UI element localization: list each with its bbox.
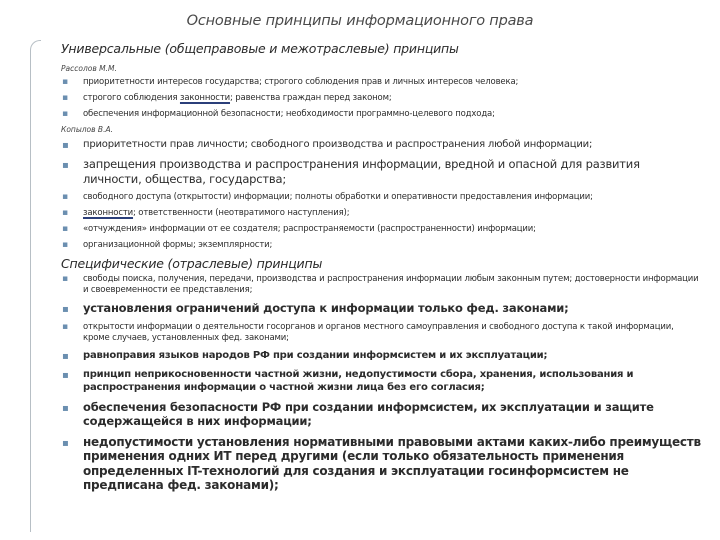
bullet-icon: ▪ <box>62 240 68 250</box>
bullet-icon: ▪ <box>62 369 69 381</box>
bullet-icon: ▪ <box>62 274 68 284</box>
kopylov-list <box>61 138 701 251</box>
bullet-icon: ▪ <box>62 160 69 171</box>
list-item: ▪ свободы поиска, получения, передачи, производства и распространения информации любым законным путем; достоверности информации и своевременности ее представления; <box>62 274 699 295</box>
rassolov-list <box>61 77 701 120</box>
underlined-legality: законности <box>83 208 134 218</box>
bullet-icon: ▪ <box>62 140 69 151</box>
list-item: ▪ приоритетности прав личности; свободного производства и распространения любой информации; <box>62 139 593 151</box>
universal-principles-heading: Универсальные (общеправовые и межотраслевые) принципы <box>61 41 459 56</box>
bullet-icon: ▪ <box>62 350 69 362</box>
bullet-icon: ▪ <box>62 304 69 315</box>
bullet-icon: ▪ <box>62 109 68 119</box>
bullet-icon: ▪ <box>62 208 68 218</box>
underlined-legality: законности <box>179 93 230 103</box>
list-item: ▪ обеспечения информационной безопасности; необходимости программно-целевого подхода; <box>62 109 495 119</box>
bullet-icon: ▪ <box>62 402 69 414</box>
specific-list <box>61 274 701 493</box>
specific-principles-heading: Специфические (отраслевые) принципы <box>61 256 323 271</box>
bullet-icon: ▪ <box>62 93 68 103</box>
bullet-icon: ▪ <box>62 224 68 234</box>
list-item: ▪ запрещения производства и распространения информации, вредной и опасной для развития личности, общества, государства; <box>62 157 640 186</box>
list-item: ▪ приоритетности интересов государства; строгого соблюдения прав и личных интересов человека; <box>62 77 519 87</box>
list-item: ▪ установления ограничений доступа к информации только фед. законами; <box>61 301 701 316</box>
author-rassolov: Рассолов М.М. <box>61 64 117 73</box>
slide-title: Основные принципы информационного права <box>186 13 534 29</box>
bullet-icon: ▪ <box>62 192 68 202</box>
content-frame <box>30 40 702 532</box>
list-item: ▪ равноправия языков народов РФ при создании информсистем и их эксплуатации; <box>62 349 548 362</box>
list-item: ▪ организационной формы; экземплярности; <box>62 240 273 250</box>
content-body <box>61 40 701 498</box>
list-item: ▪ открытости информации о деятельности госорганов и органов местного самоуправления и свободного доступа к такой информации, кроме случаев, установленных фед. законами; <box>62 321 674 343</box>
list-item: ▪ принцип неприкосновенности частной жизни, недопустимости сбора, хранения, использования и распространения информации о частной жизни лица без его согласия; <box>62 368 634 393</box>
list-item: ▪ «отчуждения» информации от ее создателя; распространяемости (распространенности) информации; <box>62 224 536 234</box>
bullet-icon: ▪ <box>62 77 68 87</box>
author-kopylov: Копылов В.А. <box>61 125 113 134</box>
list-item: ▪ законности; ответственности (неотвратимого наступления); <box>62 208 350 218</box>
bullet-icon: ▪ <box>62 321 68 332</box>
list-item: ▪ строгого соблюдения законности; равенства граждан перед законом; <box>62 93 392 103</box>
list-item: ▪ свободного доступа (открытости) информации; полноты обработки и оперативности предоставления информации; <box>62 192 593 202</box>
list-item: ▪ обеспечения безопасности РФ при создании информсистем, их эксплуатации и защите содержащейся в них информации; <box>62 399 654 428</box>
bullet-icon: ▪ <box>62 437 69 449</box>
list-item: ▪ недопустимости установления нормативными правовыми актами каких-либо преимуществ применения одних ИТ перед другими (если только обязательность применения определенных IT-технологий для создания и эксплуатации гоcинформсистем не предписана фед. законами); <box>62 434 701 492</box>
